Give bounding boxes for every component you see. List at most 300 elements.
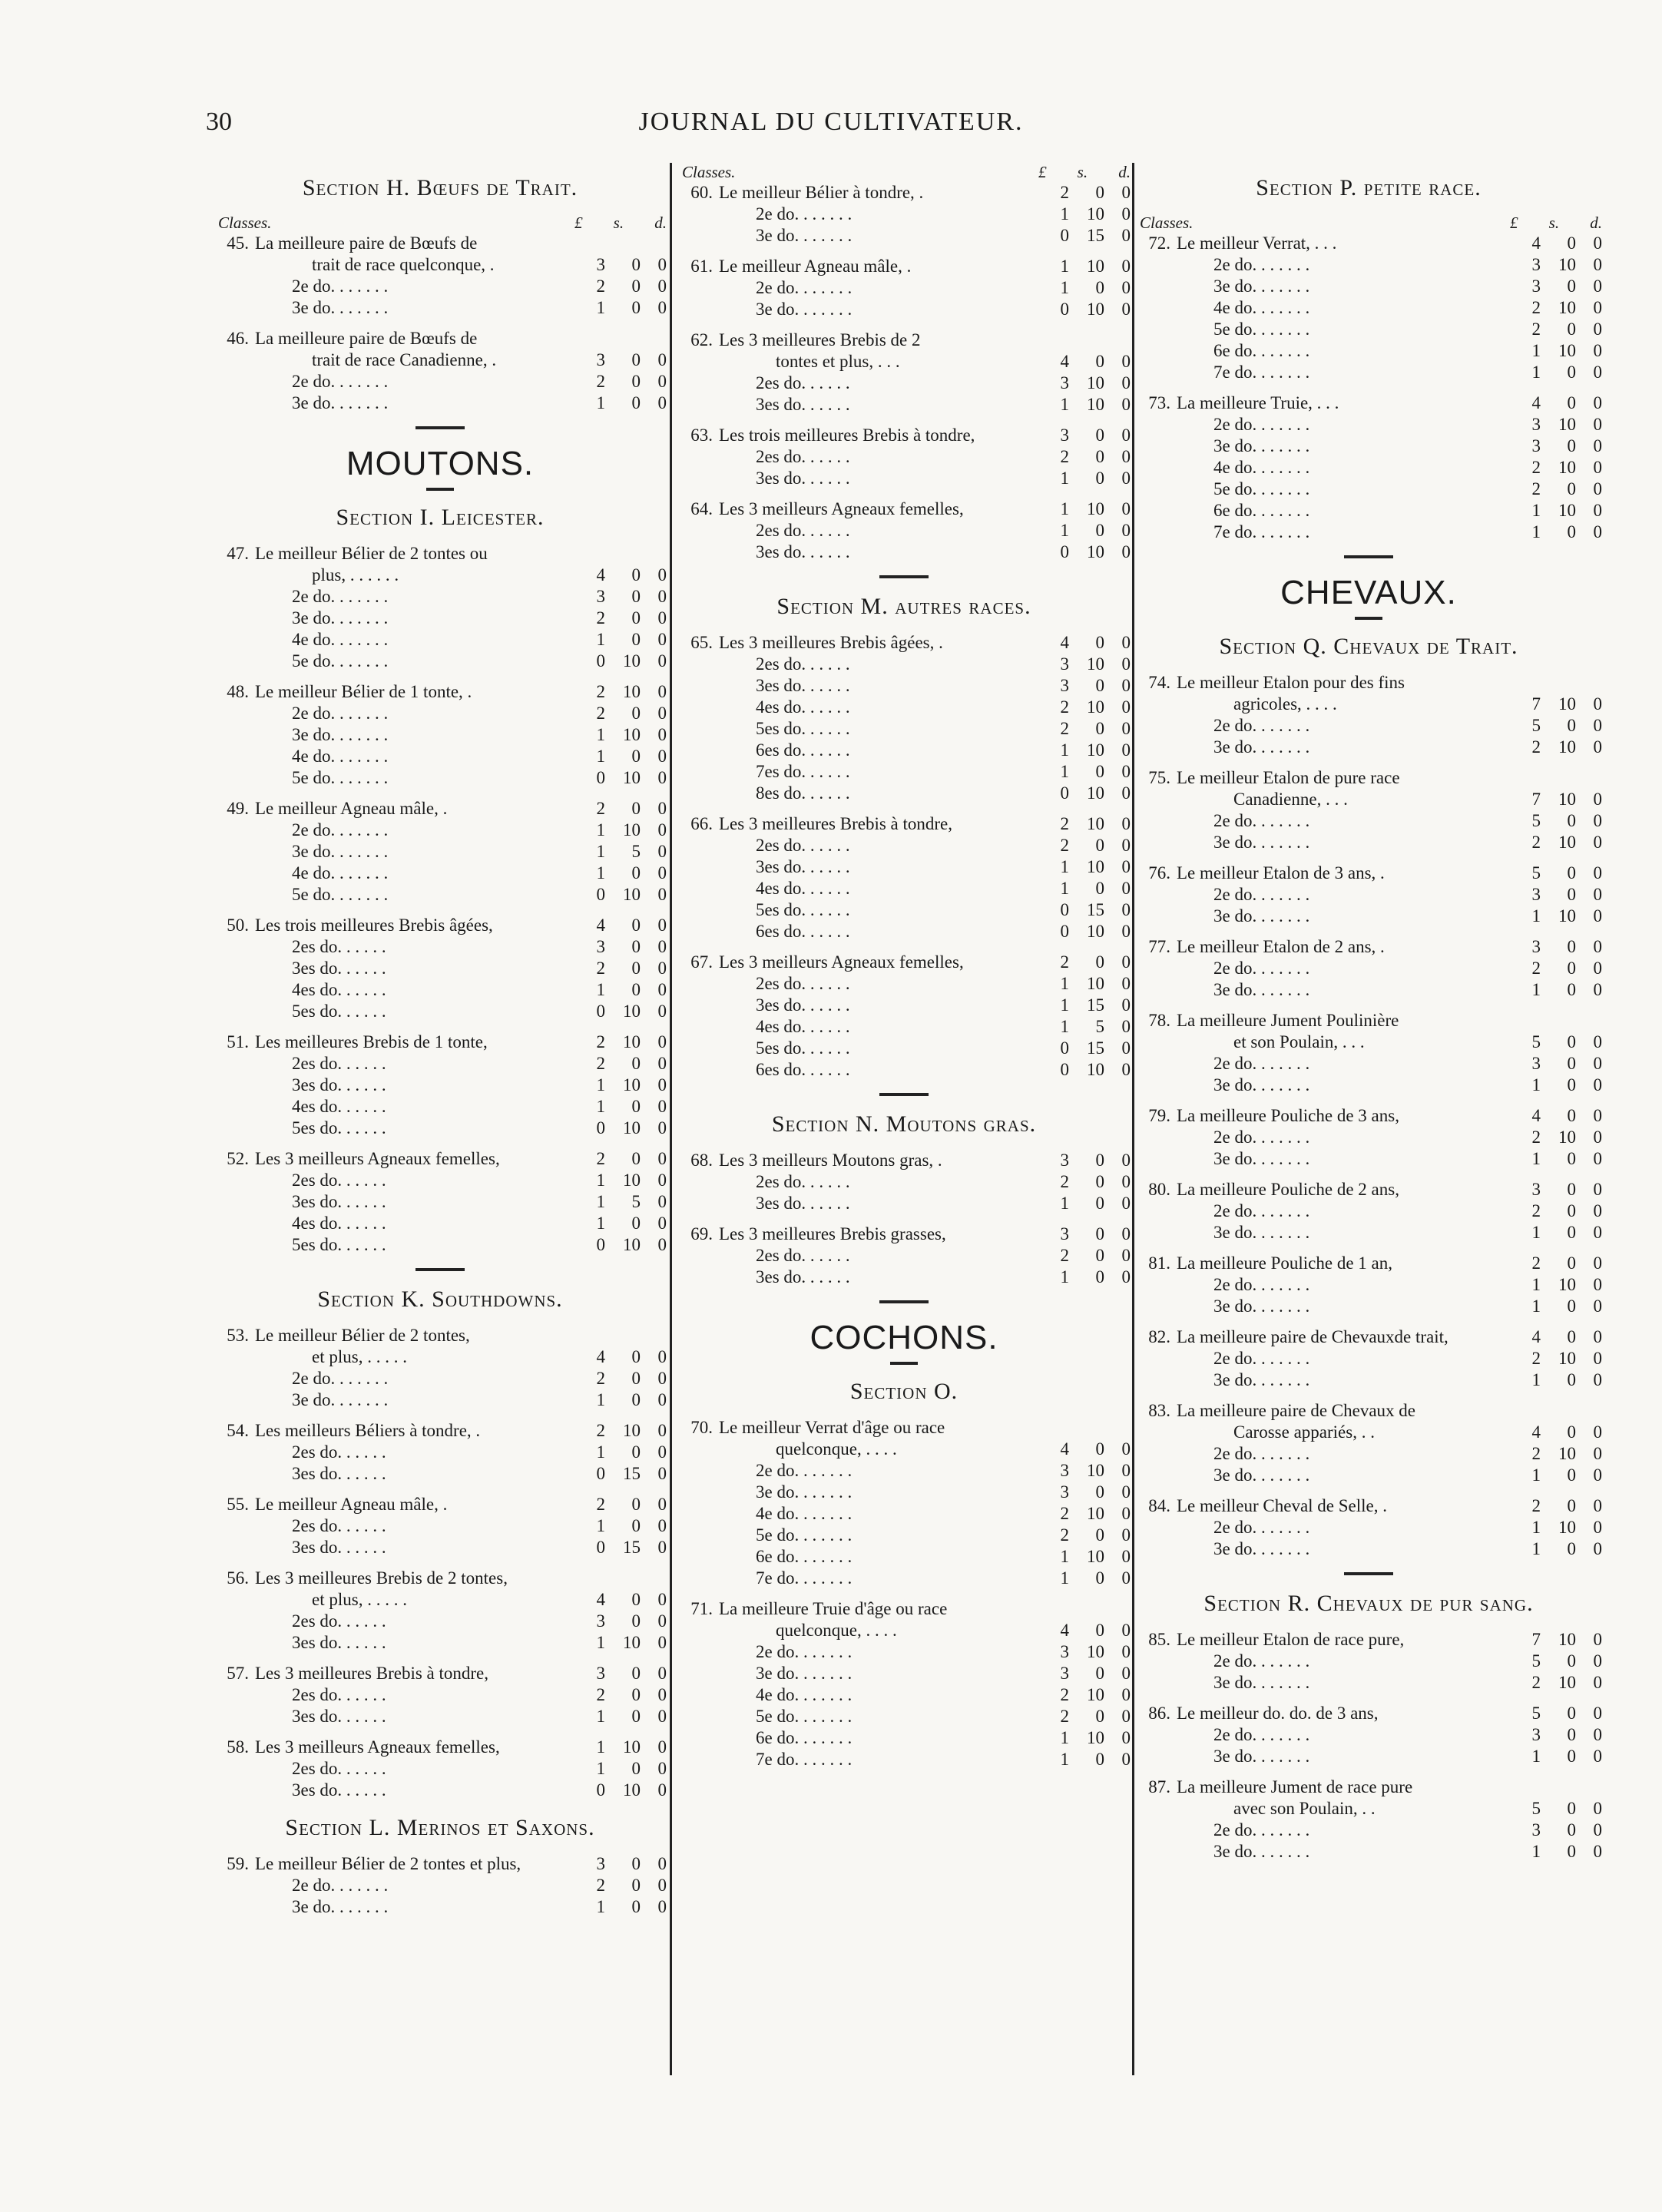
prize-class (1135, 392, 1602, 543)
shillings: 0 (631, 393, 641, 412)
prize-line (214, 276, 667, 297)
prize-description: Les 3 meilleures Brebis à tondre, (255, 1664, 489, 1683)
prize-amount (574, 820, 667, 841)
pence: 0 (1593, 501, 1602, 520)
pounds: 1 (1060, 499, 1069, 518)
pounds: 2 (1060, 447, 1069, 466)
prize-line (677, 1663, 1131, 1684)
prize-description: 5es do. . . . . . (756, 900, 850, 919)
prize-description: 3e do. . . . . . . (1213, 980, 1310, 999)
prize-amount (1510, 715, 1602, 737)
pence: 0 (1593, 737, 1602, 757)
prize-description: 5e do. . . . . . . (756, 1707, 853, 1726)
prize-amount (1038, 204, 1131, 225)
pence: 0 (657, 842, 667, 861)
prize-amount (1038, 952, 1131, 973)
prize-description: et plus, . . . . . (312, 1590, 407, 1609)
class-number: 50. (227, 916, 249, 935)
pence: 0 (1593, 1327, 1602, 1346)
pence: 0 (1593, 1820, 1602, 1839)
prize-line (1135, 694, 1602, 715)
prize-class (214, 1031, 667, 1139)
shillings: 0 (1095, 1439, 1104, 1459)
class-number: 60. (690, 183, 713, 202)
prize-amount (574, 349, 667, 371)
prize-amount (574, 1170, 667, 1191)
pounds: 0 (596, 1780, 605, 1800)
prize-line (214, 254, 667, 276)
prize-line (214, 1853, 667, 1875)
shillings: 10 (1558, 1630, 1576, 1649)
prize-description: 2e do. . . . . . . (756, 1642, 853, 1661)
prize-amount (1038, 425, 1131, 446)
prize-amount (1038, 835, 1131, 856)
pence: 0 (1121, 1017, 1131, 1036)
prize-line (1135, 435, 1602, 457)
shillings: 0 (631, 1759, 641, 1778)
prize-description: La meilleure Pouliche de 2 ans, (1177, 1180, 1399, 1199)
pounds: 3 (1531, 885, 1541, 904)
pounds: 3 (1531, 415, 1541, 434)
pence: 0 (1593, 1054, 1602, 1073)
pence: 0 (657, 747, 667, 766)
pounds: 1 (1531, 1539, 1541, 1558)
prize-description: 3es do. . . . . . (292, 1464, 386, 1483)
shillings: 10 (623, 1118, 641, 1137)
prize-description: 7es do. . . . . . (756, 762, 850, 781)
pounds: 1 (1060, 278, 1069, 297)
pounds: 1 (1531, 341, 1541, 360)
pence: 0 (1121, 1547, 1131, 1566)
shillings: 0 (1567, 320, 1576, 339)
prize-amount (574, 1663, 667, 1684)
shillings: 10 (623, 1737, 641, 1757)
prize-line (214, 586, 667, 608)
shillings: 0 (1567, 276, 1576, 296)
prize-line (1135, 979, 1602, 1001)
prize-line (1135, 1274, 1602, 1296)
shillings: 0 (1095, 1568, 1104, 1588)
shillings: 10 (623, 682, 641, 701)
classes-header (682, 163, 1131, 182)
pence: 0 (657, 1759, 667, 1778)
prize-description: Les 3 meilleurs Moutons gras, . (719, 1151, 942, 1170)
shillings: 10 (1558, 501, 1576, 520)
pounds: 1 (1531, 363, 1541, 382)
prize-line (677, 740, 1131, 761)
pence: 0 (1593, 436, 1602, 455)
prize-amount (574, 1463, 667, 1485)
pence: 0 (1121, 183, 1131, 202)
prize-description: Le meilleur Etalon pour des fins (1177, 673, 1405, 692)
prize-description: 2es do. . . . . . (292, 1442, 386, 1462)
prize-line (1135, 1296, 1602, 1317)
pence: 0 (1121, 922, 1131, 941)
shillings: 0 (1567, 233, 1576, 253)
shillings: 10 (1087, 1685, 1104, 1704)
shillings: 10 (1087, 1461, 1104, 1480)
section-heading: Section K. Southdowns. (317, 1286, 563, 1312)
pounds: 1 (1531, 522, 1541, 541)
pounds: 2 (596, 1685, 605, 1704)
prize-description: 2e do. . . . . . . (292, 372, 389, 391)
pence: 0 (1121, 1224, 1131, 1243)
prize-description: 2e do. . . . . . . (756, 204, 853, 224)
pence: 0 (1121, 204, 1131, 224)
prize-description: 3e do. . . . . . . (1213, 1370, 1310, 1389)
pence: 0 (1593, 1673, 1602, 1692)
prize-amount (1510, 1179, 1602, 1200)
shillings: 0 (1095, 352, 1104, 371)
shillings: 0 (1095, 447, 1104, 466)
pounds: 3 (1060, 1224, 1069, 1243)
prize-line (677, 1620, 1131, 1641)
prize-description: 2es do. . . . . . (756, 654, 850, 674)
pence: 0 (657, 799, 667, 818)
prize-line (677, 182, 1131, 204)
pence: 0 (1121, 762, 1131, 781)
prize-line (677, 468, 1131, 489)
pence: 0 (1593, 1651, 1602, 1671)
prize-line (1135, 1400, 1602, 1422)
prize-line (677, 1460, 1131, 1482)
pounds: 1 (1060, 204, 1069, 224)
pence: 0 (657, 1854, 667, 1873)
shillings: 0 (1095, 1246, 1104, 1265)
class-number: 57. (227, 1664, 249, 1683)
prize-line (677, 1568, 1131, 1589)
shillings: 10 (623, 885, 641, 904)
section-heading: Section N. Moutons gras. (771, 1111, 1037, 1137)
pounds: 2 (1060, 697, 1069, 717)
prize-description: 3e do. . . . . . . (292, 842, 389, 861)
prize-line (214, 1368, 667, 1389)
prize-description: 3es do. . . . . . (292, 1780, 386, 1800)
prize-line (677, 1059, 1131, 1081)
prize-description: 4e do. . . . . . . (756, 1504, 853, 1523)
pence: 0 (1593, 1422, 1602, 1442)
prize-description: 2e do. . . . . . . (292, 820, 389, 839)
prize-class (677, 256, 1131, 320)
pence: 0 (1121, 426, 1131, 445)
shillings: 0 (1567, 1149, 1576, 1168)
prize-description: avec son Poulain, . . (1233, 1799, 1376, 1818)
pounds: 5 (1531, 716, 1541, 735)
pence: 0 (657, 1611, 667, 1631)
prize-description: Les 3 meilleures Brebis à tondre, (719, 814, 953, 833)
shillings: 0 (1095, 1172, 1104, 1191)
prize-amount (1038, 878, 1131, 899)
section-divider (879, 1093, 929, 1096)
shillings: 15 (623, 1538, 641, 1557)
prize-description: 2e do. . . . . . . (1213, 1054, 1310, 1073)
prize-description: 2e do. . . . . . . (1213, 959, 1310, 978)
shillings: 0 (631, 608, 641, 628)
pounds: 2 (1531, 833, 1541, 852)
prize-class (214, 1568, 667, 1654)
prize-amount (1038, 1059, 1131, 1081)
prize-class (677, 952, 1131, 1081)
pounds: 5 (1531, 863, 1541, 882)
prize-amount (1510, 1820, 1602, 1841)
pounds: 1 (1060, 1017, 1069, 1036)
prize-description: Le meilleur Bélier à tondre, . (719, 183, 924, 202)
pounds: 3 (1060, 1482, 1069, 1502)
pence: 0 (1121, 1267, 1131, 1286)
prize-line (1135, 1179, 1602, 1200)
pence: 0 (1593, 458, 1602, 477)
prize-amount (1510, 1703, 1602, 1724)
currency-unit: d. (1590, 214, 1602, 232)
prize-line (1135, 1369, 1602, 1391)
shillings: 0 (1567, 1842, 1576, 1861)
shillings: 0 (1567, 885, 1576, 904)
shillings: 0 (1567, 479, 1576, 498)
prize-description: 5e do. . . . . . . (1213, 320, 1310, 339)
prize-description: 2e do. . . . . . . (1213, 1201, 1310, 1220)
pence: 0 (1593, 1223, 1602, 1242)
pounds: 5 (1531, 1651, 1541, 1671)
pounds: 1 (1060, 995, 1069, 1015)
pence: 0 (1593, 298, 1602, 317)
prize-amount (1510, 694, 1602, 715)
pence: 0 (657, 1192, 667, 1211)
prize-amount (1038, 1150, 1131, 1171)
prize-amount (1510, 1672, 1602, 1694)
class-number: 69. (690, 1224, 713, 1243)
shillings: 0 (631, 565, 641, 584)
pounds: 1 (596, 1516, 605, 1535)
prize-description: 5es do. . . . . . (292, 1002, 386, 1021)
shillings: 0 (631, 1369, 641, 1388)
prize-line (677, 1641, 1131, 1663)
shillings: 10 (1087, 373, 1104, 392)
pence: 0 (657, 1390, 667, 1409)
pounds: 4 (596, 1347, 605, 1366)
prize-description: La meilleure paire de Chevaux de (1177, 1401, 1415, 1420)
prize-class (1135, 1010, 1602, 1096)
section-divider (426, 488, 454, 491)
column-rule-left (670, 163, 672, 2075)
prize-class (677, 1224, 1131, 1288)
prize-line (214, 328, 667, 349)
prize-amount (1038, 1171, 1131, 1193)
shillings: 5 (631, 1192, 641, 1211)
prize-amount (574, 1632, 667, 1654)
prize-line (1135, 789, 1602, 810)
prize-line (214, 884, 667, 906)
prize-amount (574, 1053, 667, 1075)
prize-description: 2es do. . . . . . (756, 974, 850, 993)
pounds: 2 (1060, 1685, 1069, 1704)
prize-line (677, 675, 1131, 697)
prize-description: 2e do. . . . . . . (756, 1461, 853, 1480)
prize-line (677, 697, 1131, 718)
pence: 0 (1121, 900, 1131, 919)
class-number: 76. (1148, 863, 1170, 882)
prize-line (1135, 1841, 1602, 1863)
pounds: 2 (596, 682, 605, 701)
prize-amount (1038, 446, 1131, 468)
pounds: 1 (596, 1737, 605, 1757)
pounds: 2 (1060, 814, 1069, 833)
prize-amount (1038, 1245, 1131, 1267)
prize-line (677, 783, 1131, 804)
pence: 0 (1121, 469, 1131, 488)
classes-header (1140, 214, 1602, 233)
prize-line (1135, 1798, 1602, 1820)
pence: 0 (657, 565, 667, 584)
pence: 0 (1593, 959, 1602, 978)
prize-amount (1038, 520, 1131, 541)
pounds: 5 (1531, 1799, 1541, 1818)
prize-line (677, 813, 1131, 835)
prize-description: Le meilleur Bélier de 1 tonte, . (255, 682, 472, 701)
prize-description: Le meilleur Agneau mâle, . (719, 257, 912, 276)
prize-line (214, 1096, 667, 1118)
prize-class (1135, 936, 1602, 1001)
prize-line (214, 746, 667, 767)
pence: 0 (1593, 1075, 1602, 1094)
prize-description: La meilleure Pouliche de 1 an, (1177, 1253, 1393, 1273)
prize-class (1135, 1703, 1602, 1767)
prize-line (214, 297, 667, 319)
prize-amount (1510, 832, 1602, 853)
pounds: 2 (1060, 719, 1069, 738)
prize-description: 7e do. . . . . . . (756, 1568, 853, 1588)
prize-line (1135, 1200, 1602, 1222)
pence: 0 (1593, 980, 1602, 999)
prize-amount (1038, 277, 1131, 299)
prize-amount (1038, 1568, 1131, 1589)
prize-amount (574, 1537, 667, 1558)
pounds: 3 (1531, 436, 1541, 455)
prize-line (214, 703, 667, 724)
prize-description: 2e do. . . . . . . (1213, 1128, 1310, 1147)
prize-line (214, 1191, 667, 1213)
shillings: 10 (1087, 1547, 1104, 1566)
prize-line (677, 1193, 1131, 1214)
prize-line (1135, 276, 1602, 297)
prize-amount (1510, 276, 1602, 297)
pence: 0 (1593, 1518, 1602, 1537)
shillings: 10 (1087, 1728, 1104, 1747)
pence: 0 (657, 820, 667, 839)
pounds: 1 (1060, 1568, 1069, 1588)
shillings: 10 (1558, 1518, 1576, 1537)
shillings: 10 (1087, 857, 1104, 876)
prize-description: 5e do. . . . . . . (1213, 479, 1310, 498)
prize-amount (574, 1234, 667, 1256)
prize-description: 3e do. . . . . . . (1213, 1673, 1310, 1692)
prize-description: 3e do. . . . . . . (1213, 276, 1310, 296)
prize-description: 4e do. . . . . . . (292, 630, 389, 649)
prize-amount (1038, 256, 1131, 277)
prize-amount (574, 629, 667, 651)
prize-amount (1510, 1746, 1602, 1767)
shillings: 0 (1095, 1621, 1104, 1640)
pounds: 3 (1531, 1054, 1541, 1073)
prize-line (1135, 1031, 1602, 1053)
shillings: 10 (623, 1032, 641, 1051)
prize-line (214, 936, 667, 958)
prize-amount (1510, 906, 1602, 927)
currency-unit: £ (1510, 214, 1518, 232)
pence: 0 (657, 1214, 667, 1233)
shillings: 0 (1567, 393, 1576, 412)
prize-line (1135, 478, 1602, 500)
shillings: 0 (1095, 1194, 1104, 1213)
prize-amount (1038, 1016, 1131, 1038)
prize-class (677, 813, 1131, 942)
prize-description: trait de race quelconque, . (312, 255, 495, 274)
pounds: 3 (1060, 426, 1069, 445)
shillings: 10 (1558, 694, 1576, 714)
prize-line (214, 1075, 667, 1096)
prize-line (214, 1875, 667, 1896)
pounds: 2 (1060, 1246, 1069, 1265)
prize-amount (574, 1148, 667, 1170)
prize-description: 4es do. . . . . . (292, 1097, 386, 1116)
prize-description: 3e do. . . . . . . (1213, 1075, 1310, 1094)
currency-unit: s. (1548, 214, 1560, 232)
prize-line (214, 681, 667, 703)
prize-description: Le meilleur Cheval de Selle, . (1177, 1496, 1387, 1515)
pence: 0 (1593, 233, 1602, 253)
pounds: 3 (1060, 1642, 1069, 1661)
pence: 0 (1593, 363, 1602, 382)
prize-amount (1038, 697, 1131, 718)
prize-description: 4e do. . . . . . . (756, 1685, 853, 1704)
prize-line (214, 629, 667, 651)
prize-description: Le meilleur Verrat d'âge ou race (719, 1418, 945, 1437)
prize-class (1135, 1495, 1602, 1560)
prize-amount (1038, 182, 1131, 204)
prize-amount (1510, 884, 1602, 906)
prize-amount (574, 1420, 667, 1442)
prize-amount (1038, 225, 1131, 247)
prize-line (677, 1038, 1131, 1059)
prize-description: 5es do. . . . . . (292, 1235, 386, 1254)
pence: 0 (1121, 783, 1131, 803)
prize-description: 3e do. . . . . . . (756, 226, 853, 245)
pence: 0 (657, 1149, 667, 1168)
prize-amount (1510, 1629, 1602, 1651)
pence: 0 (1121, 974, 1131, 993)
prize-amount (1038, 1224, 1131, 1245)
prize-amount (1510, 1495, 1602, 1517)
prize-class (677, 1150, 1131, 1214)
pence: 0 (1121, 1642, 1131, 1661)
shillings: 0 (1567, 1704, 1576, 1723)
prize-amount (574, 1442, 667, 1463)
pence: 0 (1593, 1465, 1602, 1485)
prize-class (214, 328, 667, 414)
pounds: 2 (596, 799, 605, 818)
pounds: 2 (1531, 1444, 1541, 1463)
pounds: 1 (1531, 1296, 1541, 1316)
prize-description: 2es do. . . . . . (756, 373, 850, 392)
prize-description: 3e do. . . . . . . (1213, 737, 1310, 757)
shillings: 10 (1087, 783, 1104, 803)
pounds: 1 (1060, 257, 1069, 276)
pence: 0 (1121, 1525, 1131, 1545)
shillings: 15 (1087, 900, 1104, 919)
pence: 0 (1593, 790, 1602, 809)
prize-amount (1510, 1798, 1602, 1820)
pence: 0 (1121, 300, 1131, 319)
prize-line (214, 1234, 667, 1256)
